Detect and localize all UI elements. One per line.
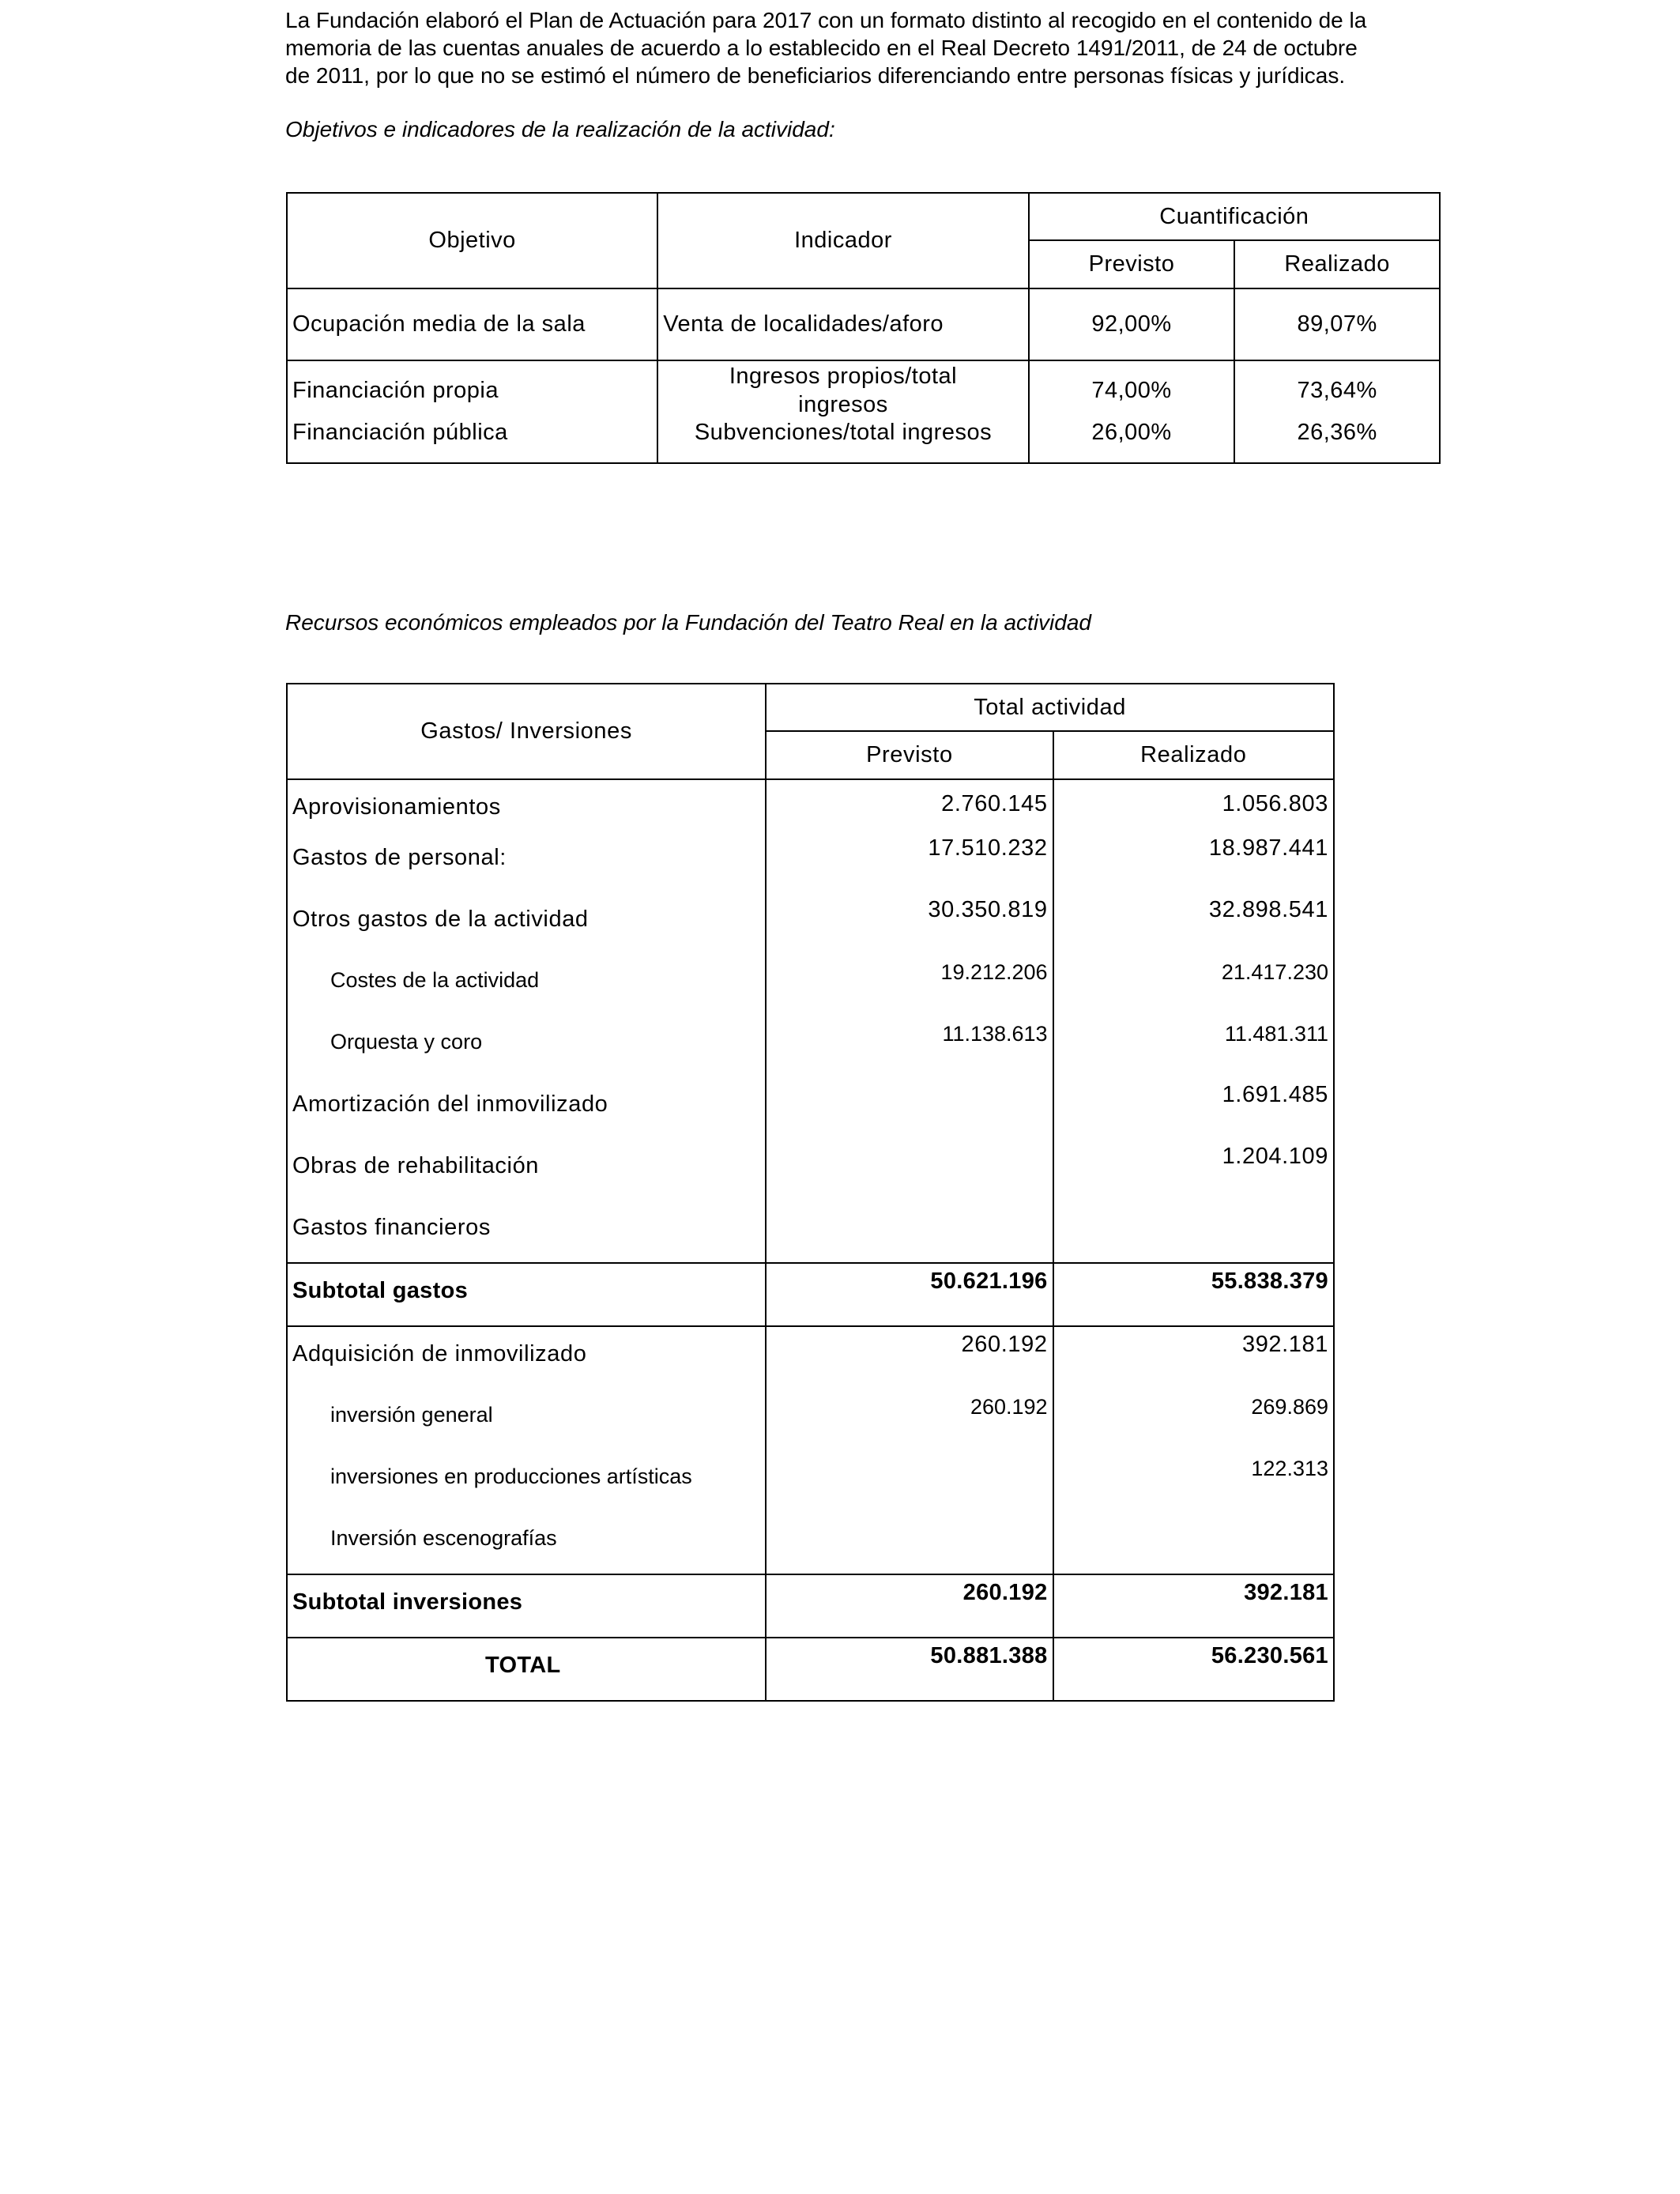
table-row bbox=[287, 288, 1440, 360]
cell-realizado bbox=[1053, 1201, 1334, 1263]
cell-indicador: Venta de localidades/aforo bbox=[657, 288, 1028, 360]
cell-previsto bbox=[766, 1077, 1053, 1139]
row-label: Otros gastos de la actividad bbox=[287, 892, 766, 954]
cell-objetivo: Ocupación media de la sala bbox=[287, 288, 657, 360]
header-cuantificacion: Cuantificación bbox=[1029, 193, 1440, 240]
header-gastos-inversiones: Gastos/ Inversiones bbox=[287, 684, 766, 779]
table-row bbox=[287, 420, 1440, 463]
table-row bbox=[287, 360, 1440, 420]
row-label: Orquesta y coro bbox=[287, 1016, 766, 1077]
row-label: Subtotal inversiones bbox=[287, 1574, 766, 1638]
cell-previsto: 260.192 bbox=[766, 1326, 1053, 1389]
table-row bbox=[287, 831, 1334, 892]
table-row bbox=[287, 1077, 1334, 1139]
cell-realizado: 1.204.109 bbox=[1053, 1139, 1334, 1201]
row-label: Adquisición de inmovilizado bbox=[287, 1326, 766, 1389]
table-row bbox=[287, 1450, 1334, 1512]
table-row bbox=[287, 892, 1334, 954]
header-realizado: Realizado bbox=[1053, 731, 1334, 779]
cell-previsto: 260.192 bbox=[766, 1574, 1053, 1638]
objectives-table bbox=[286, 192, 1441, 464]
cell-realizado: 11.481.311 bbox=[1053, 1016, 1334, 1077]
intro-line: de 2011, por lo que no se estimó el número de beneficiarios diferenciando entre personas físicas y jurídicas. bbox=[285, 63, 1346, 88]
table-row bbox=[287, 954, 1334, 1016]
intro-paragraph bbox=[285, 6, 1439, 89]
header-indicador: Indicador bbox=[657, 193, 1028, 288]
cell-indicador: Subvenciones/total ingresos bbox=[657, 420, 1028, 463]
cell-realizado: 26,36% bbox=[1234, 420, 1440, 463]
row-label: inversiones en producciones artísticas bbox=[287, 1450, 766, 1512]
row-label: Obras de rehabilitación bbox=[287, 1139, 766, 1201]
resources-table bbox=[286, 683, 1335, 1702]
table-row bbox=[287, 1326, 1334, 1389]
cell-previsto bbox=[766, 1139, 1053, 1201]
cell-previsto: 17.510.232 bbox=[766, 831, 1053, 892]
cell-previsto: 26,00% bbox=[1029, 420, 1235, 463]
cell-realizado: 56.230.561 bbox=[1053, 1638, 1334, 1701]
header-previsto: Previsto bbox=[1029, 240, 1235, 288]
cell-previsto: 260.192 bbox=[766, 1389, 1053, 1450]
cell-previsto: 92,00% bbox=[1029, 288, 1235, 360]
table-row bbox=[287, 779, 1334, 831]
table-row bbox=[287, 1016, 1334, 1077]
row-label: Gastos financieros bbox=[287, 1201, 766, 1263]
cell-realizado: 73,64% bbox=[1234, 360, 1440, 420]
cell-indicador-line: ingresos bbox=[798, 392, 888, 417]
cell-realizado: 89,07% bbox=[1234, 288, 1440, 360]
cell-realizado bbox=[1053, 1512, 1334, 1574]
intro-line: La Fundación elaboró el Plan de Actuación para 2017 con un formato distinto al recogido en el contenido de la bbox=[285, 8, 1367, 32]
row-label: Costes de la actividad bbox=[287, 954, 766, 1016]
cell-previsto bbox=[766, 1201, 1053, 1263]
header-objetivo: Objetivo bbox=[287, 193, 657, 288]
cell-objetivo: Financiación pública bbox=[287, 420, 657, 463]
table-row bbox=[287, 1139, 1334, 1201]
cell-objetivo: Financiación propia bbox=[287, 360, 657, 420]
cell-realizado: 1.056.803 bbox=[1053, 779, 1334, 831]
row-label: inversión general bbox=[287, 1389, 766, 1450]
cell-realizado: 32.898.541 bbox=[1053, 892, 1334, 954]
cell-realizado: 392.181 bbox=[1053, 1574, 1334, 1638]
subtotal-row bbox=[287, 1263, 1334, 1326]
cell-previsto: 11.138.613 bbox=[766, 1016, 1053, 1077]
row-label: Aprovisionamientos bbox=[287, 779, 766, 831]
table-row bbox=[287, 1389, 1334, 1450]
row-label: Gastos de personal: bbox=[287, 831, 766, 892]
header-previsto: Previsto bbox=[766, 731, 1053, 779]
header-realizado: Realizado bbox=[1234, 240, 1440, 288]
row-label: TOTAL bbox=[287, 1638, 766, 1701]
cell-realizado: 122.313 bbox=[1053, 1450, 1334, 1512]
cell-previsto: 19.212.206 bbox=[766, 954, 1053, 1016]
cell-realizado: 392.181 bbox=[1053, 1326, 1334, 1389]
cell-previsto: 2.760.145 bbox=[766, 779, 1053, 831]
objectives-caption: Objetivos e indicadores de la realización de la actividad: bbox=[285, 117, 835, 141]
header-total-actividad: Total actividad bbox=[766, 684, 1334, 731]
table-row bbox=[287, 1512, 1334, 1574]
table-row bbox=[287, 1201, 1334, 1263]
resources-caption: Recursos económicos empleados por la Fundación del Teatro Real en la actividad bbox=[285, 610, 1091, 635]
cell-realizado: 1.691.485 bbox=[1053, 1077, 1334, 1139]
cell-previsto bbox=[766, 1450, 1053, 1512]
cell-realizado: 269.869 bbox=[1053, 1389, 1334, 1450]
total-row bbox=[287, 1638, 1334, 1701]
cell-realizado: 21.417.230 bbox=[1053, 954, 1334, 1016]
cell-previsto: 74,00% bbox=[1029, 360, 1235, 420]
row-label: Amortización del inmovilizado bbox=[287, 1077, 766, 1139]
cell-previsto: 50.621.196 bbox=[766, 1263, 1053, 1326]
row-label: Subtotal gastos bbox=[287, 1263, 766, 1326]
cell-realizado: 18.987.441 bbox=[1053, 831, 1334, 892]
cell-indicador-line: Ingresos propios/total bbox=[729, 364, 958, 389]
cell-realizado: 55.838.379 bbox=[1053, 1263, 1334, 1326]
subtotal-row bbox=[287, 1574, 1334, 1638]
row-label: Inversión escenografías bbox=[287, 1512, 766, 1574]
cell-previsto: 50.881.388 bbox=[766, 1638, 1053, 1701]
cell-indicador bbox=[657, 360, 1028, 420]
intro-line: memoria de las cuentas anuales de acuerdo a lo establecido en el Real Decreto 1491/2011, de 24 de octubre bbox=[285, 36, 1358, 60]
cell-previsto bbox=[766, 1512, 1053, 1574]
cell-previsto: 30.350.819 bbox=[766, 892, 1053, 954]
